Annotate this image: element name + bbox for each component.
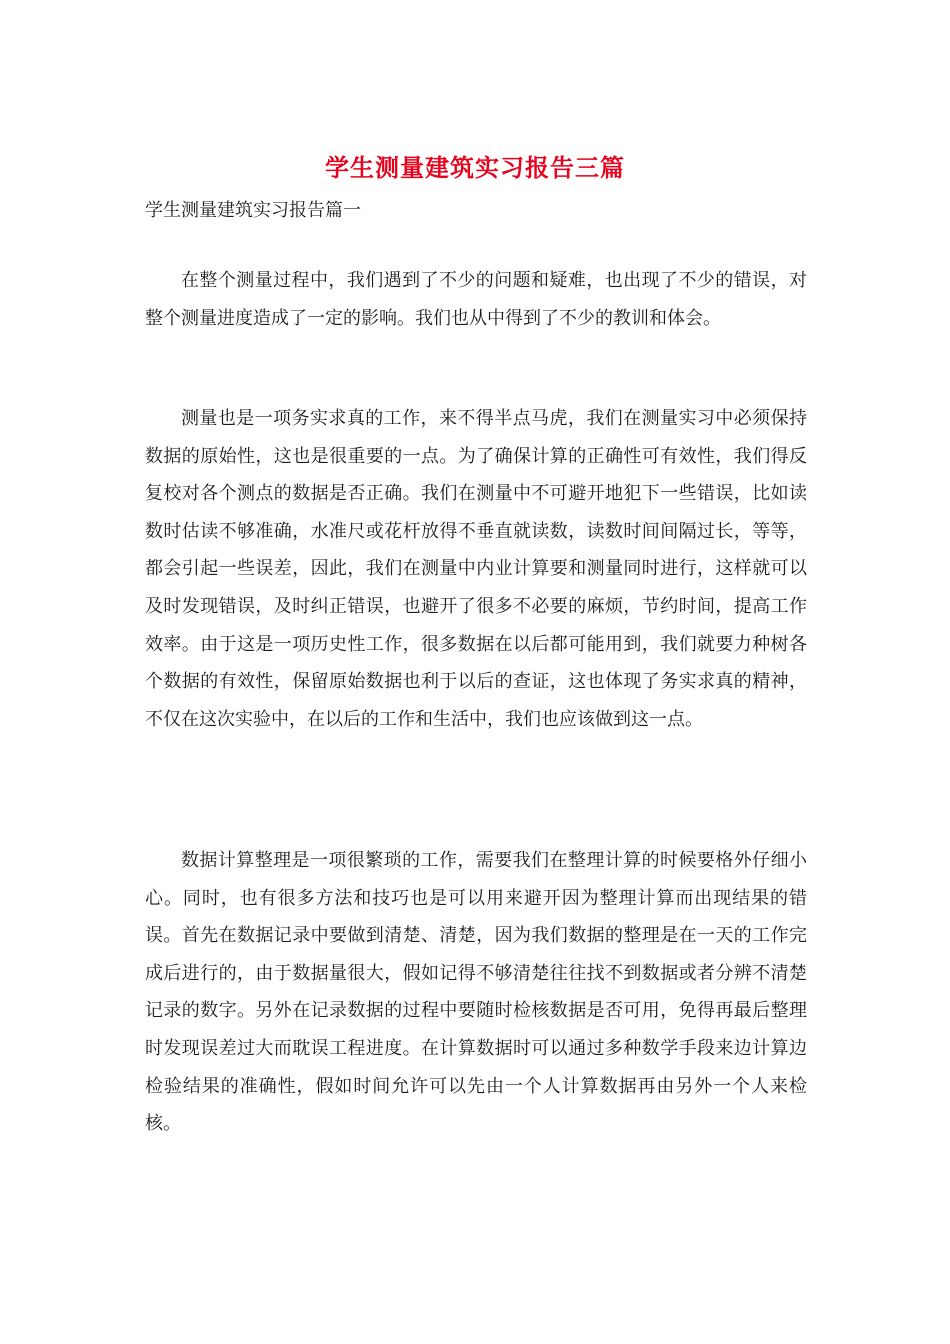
section-heading: 学生测量建筑实习报告篇一 xyxy=(145,200,361,221)
paragraph-3: 数据计算整理是一项很繁琐的工作，需要我们在整理计算的时候要格外仔细小心。同时，也有很多方法和技巧也是可以用来避开因为整理计算而出现结果的错误。首先在数据记录中要做到清楚、清楚，因为我们数据的整理是在一天的工作完成后进行的，由于数据量很大，假如记得不够清楚往往找不到数据或者分辨不清楚记录的数字。另外在记录数据的过程中要随时检核数据是否可用，免得再最后整理时发现误差过大而耽误工程进度。在计算数据时可以通过多种数学手段来边计算边检验结果的准确性，假如时间允许可以先由一个人计算数据再由另外一个人来检核。 xyxy=(145,850,807,1135)
paragraph-2: 测量也是一项务实求真的工作，来不得半点马虎，我们在测量实习中必须保持数据的原始性，这也是很重要的一点。为了确保计算的正确性可有效性，我们得反复校对各个测点的数据是否正确。我们在测量中不可避开地犯下一些错误，比如读数时估读不够准确，水准尺或花杆放得不垂直就读数，读数时间间隔过长，等等，都会引起一些误差，因此，我们在测量中内业计算要和测量同时进行，这样就可以及时发现错误，及时纠正错误，也避开了很多不必要的麻烦，节约时间，提高工作效率。由于这是一项历史性工作，很多数据在以后都可能用到，我们就要力种树各个数据的有效性，保留原始数据也利于以后的查证，这也体现了务实求真的精神，不仅在这次实验中，在以后的工作和生活中，我们也应该做到这一点。 xyxy=(145,408,807,730)
paragraph-1: 在整个测量过程中，我们遇到了不少的问题和疑难，也出现了不少的错误，对整个测量进度造成了一定的影响。我们也从中得到了不少的教训和体会。 xyxy=(145,270,807,329)
document-title: 学生测量建筑实习报告三篇 xyxy=(325,153,625,182)
